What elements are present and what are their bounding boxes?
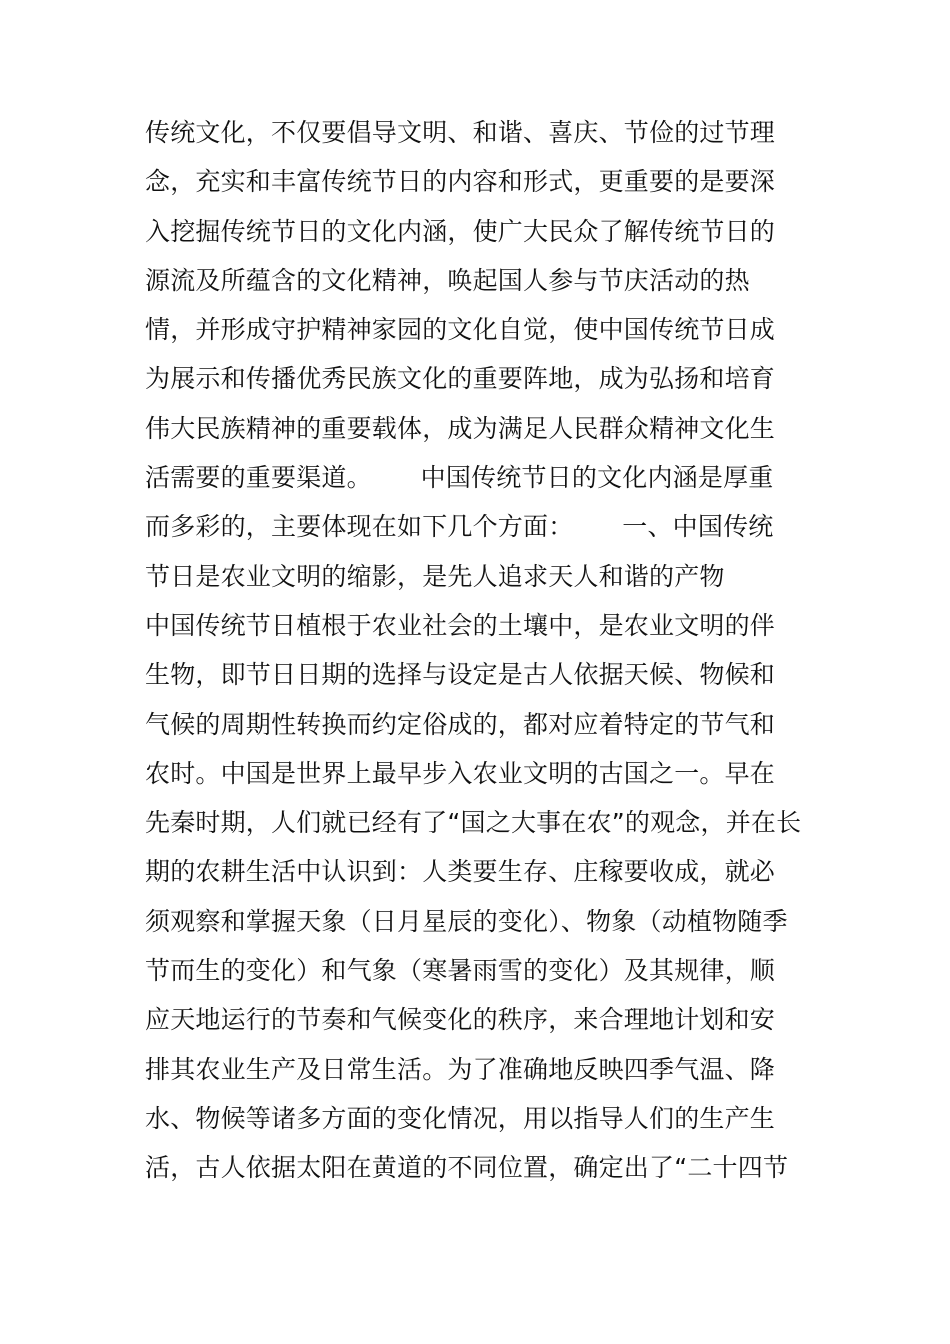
text-line: 为展示和传播优秀民族文化的重要阵地，成为弘扬和培育: [145, 364, 776, 394]
text-line: 入挖掘传统节日的文化内涵，使广大民众了解传统节日的: [145, 216, 776, 246]
text-line: 气候的周期性转换而约定俗成的，都对应着特定的节气和: [145, 709, 776, 739]
text-line: 情，并形成守护精神家园的文化自觉，使中国传统节日成: [145, 315, 776, 345]
text-line: 节而生的变化）和气象（寒暑雨雪的变化）及其规律，顺: [145, 956, 776, 986]
body-text: [145, 108, 825, 1193]
text-line: 生物，即节日日期的选择与设定是古人依据天候、物候和: [145, 660, 776, 690]
text-line: 活需要的重要渠道。 中国传统节日的文化内涵是厚重: [145, 463, 774, 493]
text-line: 中国传统节日植根于农业社会的土壤中，是农业文明的伴: [145, 610, 776, 640]
text-line: 排其农业生产及日常生活。为了准确地反映四季气温、降: [145, 1054, 776, 1084]
text-line: 须观察和掌握天象（日月星辰的变化）、物象（动植物随季: [145, 906, 788, 936]
text-line: 伟大民族精神的重要载体，成为满足人民群众精神文化生: [145, 413, 776, 443]
text-line: 节日是农业文明的缩影，是先人追求天人和谐的产物: [145, 561, 725, 591]
text-line: 而多彩的，主要体现在如下几个方面： 一、中国传统: [145, 512, 774, 542]
text-line: 期的农耕生活中认识到：人类要生存、庄稼要收成，就必: [145, 857, 776, 887]
text-line: 传统文化，不仅要倡导文明、和谐、喜庆、节俭的过节理: [145, 118, 776, 147]
text-line: 活，古人依据太阳在黄道的不同位置，确定出了“二十四节: [145, 1153, 789, 1183]
text-line: 水、物候等诸多方面的变化情况，用以指导人们的生产生: [145, 1103, 776, 1133]
text-line: 源流及所蕴含的文化精神，唤起国人参与节庆活动的热: [145, 265, 750, 295]
text-line: 应天地运行的节奏和气候变化的秩序，来合理地计划和安: [145, 1005, 776, 1035]
text-line: 念，充实和丰富传统节日的内容和形式，更重要的是要深: [145, 167, 776, 197]
text-line: 先秦时期，人们就已经有了“国之大事在农”的观念，并在长: [145, 808, 802, 838]
text-line: 农时。中国是世界上最早步入农业文明的古国之一。早在: [145, 758, 776, 788]
